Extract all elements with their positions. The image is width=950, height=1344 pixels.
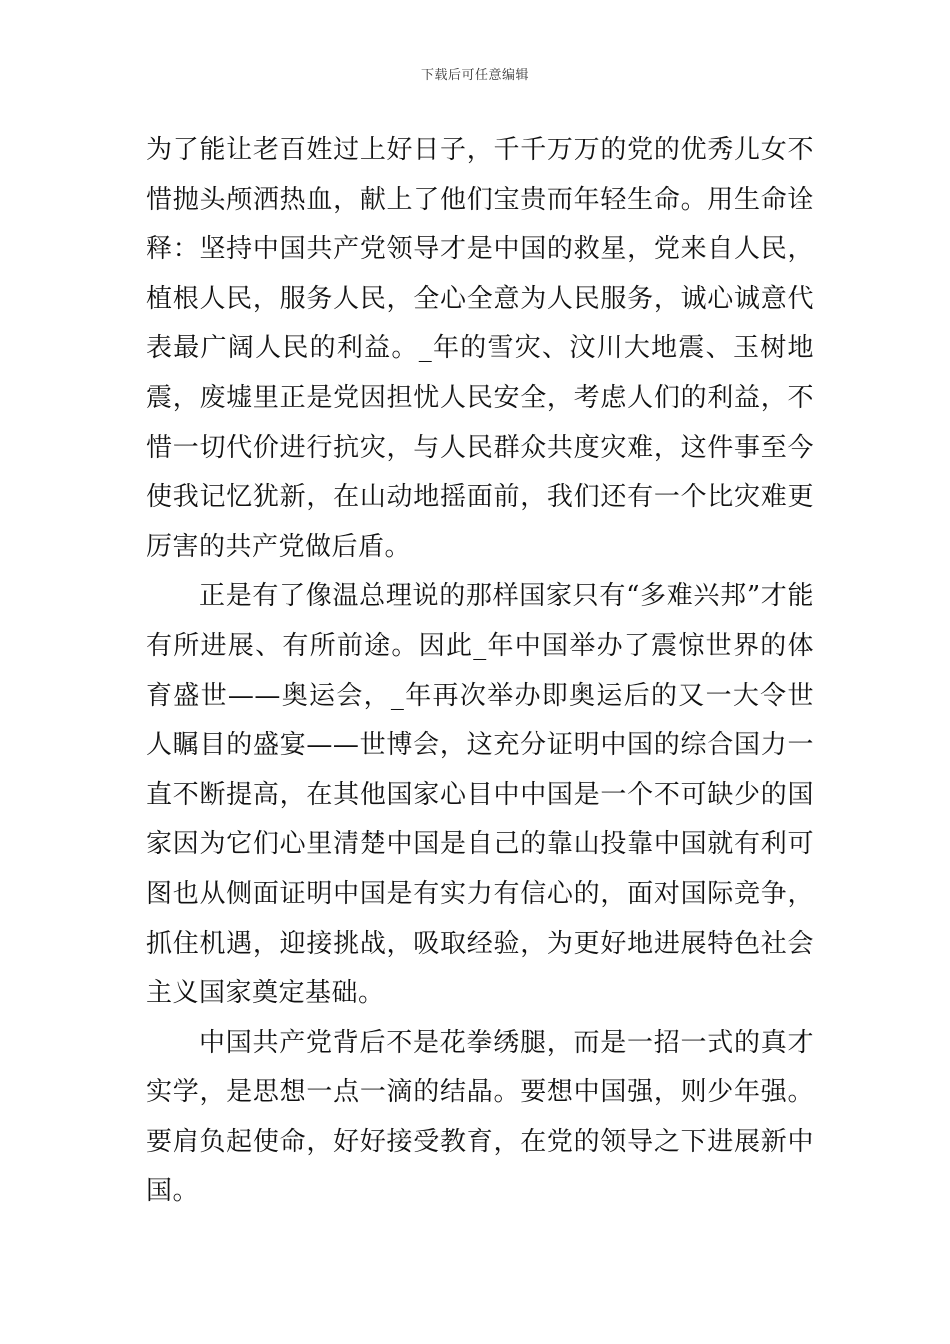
document-body xyxy=(146,126,814,1217)
paragraph-2: 正是有了像温总理说的那样国家只有“多难兴邦”才能有所进展、有所前途。因此_年中国举办了震惊世界的体育盛世——奥运会，_年再次举办即奥运后的又一大令世人瞩目的盛宴——世博会，这充分证明中国的综合国力一直不断提高，在其他国家心目中中国是一个不可缺少的国家因为它们心里清楚中国是自己的靠山投靠中国就有利可图也从侧面证明中国是有实力有信心的，面对国际竞争，抓住机遇，迎接挑战，吸取经验，为更好地进展特色社会主义国家奠定基础。 xyxy=(146,581,814,1009)
page-header-note: 下载后可任意编辑 xyxy=(420,68,529,83)
paragraph-1: 为了能让老百姓过上好日子，千千万万的党的优秀儿女不惜抛头颅洒热血，献上了他们宝贵而年轻生命。用生命诠释：坚持中国共产党领导才是中国的救星，党来自人民，植根人民，服务人民，全心全意为人民服务，诚心诚意代表最广阔人民的利益。_年的雪灾、汶川大地震、玉树地震，废墟里正是党因担忧人民安全，考虑人们的利益，不惜一切代价进行抗灾，与人民群众共度灾难，这件事至今使我记忆犹新，在山动地摇面前，我们还有一个比灾难更厉害的共产党做后盾。 xyxy=(146,135,814,562)
paragraph-3: 中国共产党背后不是花拳绣腿，而是一招一式的真才实学，是思想一点一滴的结晶。要想中国强，则少年强。要肩负起使命，好好接受教育，在党的领导之下进展新中国。 xyxy=(146,1027,814,1207)
